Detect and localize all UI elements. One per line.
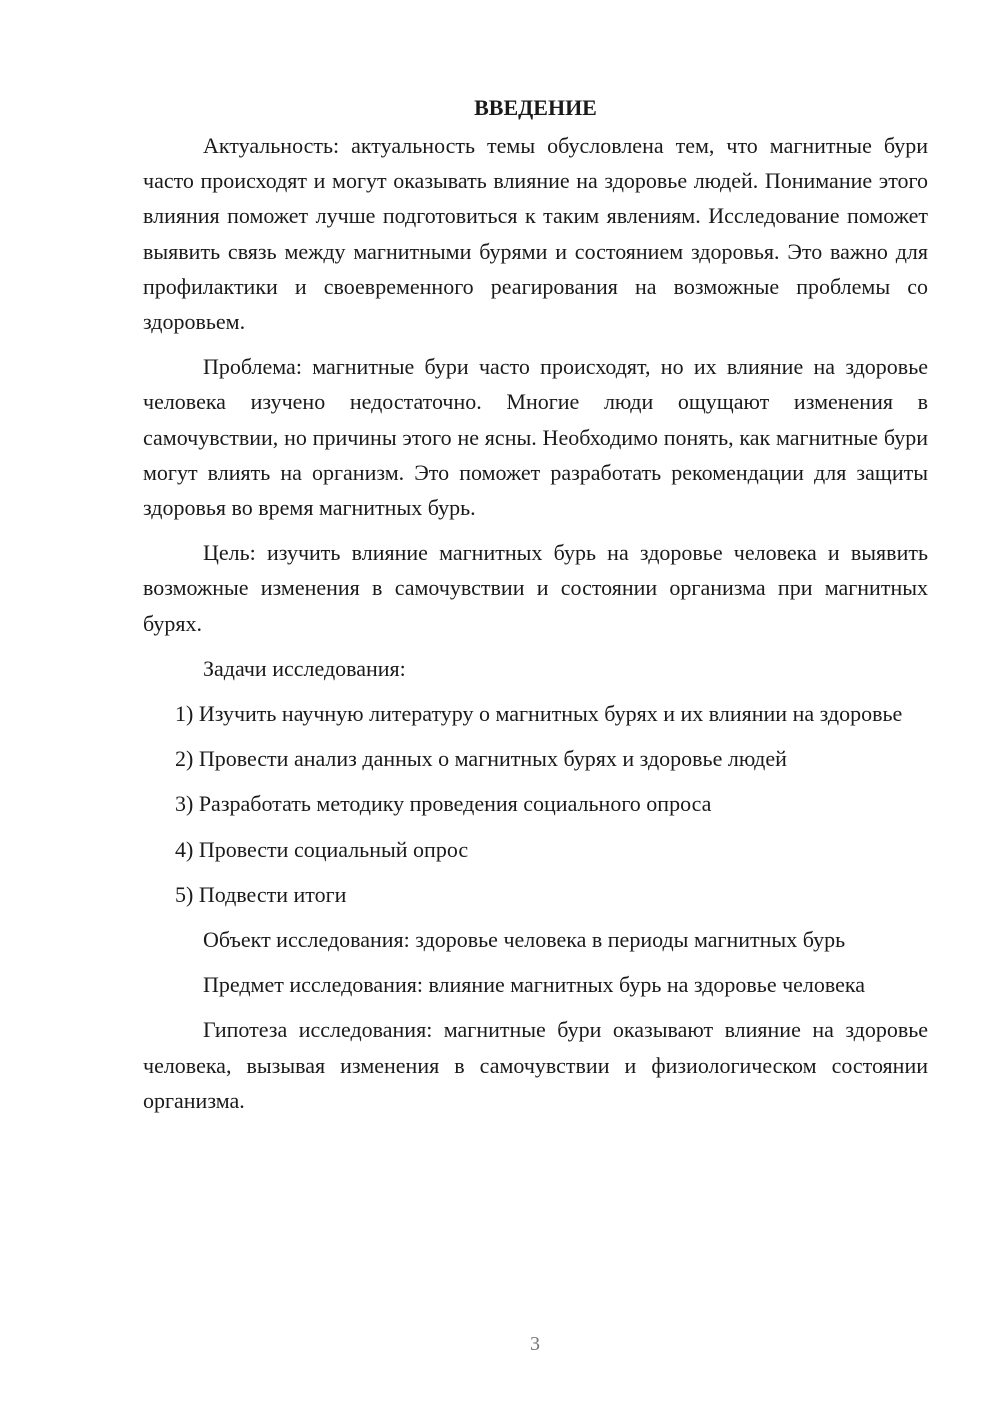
hypothesis-paragraph: Гипотеза исследования: магнитные бури оказывают влияние на здоровье человека, вызывая изменения в самочувствии и физиологическом состоянии организма.: [143, 1017, 928, 1113]
subject-paragraph: Предмет исследования: влияние магнитных бурь на здоровье человека: [203, 972, 866, 998]
page-number: 3: [530, 1333, 540, 1355]
document-page: [143, 90, 928, 1128]
problem-paragraph: Проблема: магнитные бури часто происходят, но их влияние на здоровье человека изучено недостаточно. Многие люди ощущают изменения в самочувствии, но причины этого не ясны. Необходимо понять, как магнитные бури могут влиять на организм. Это поможет разработать рекомендации для защиты здоровья во время магнитных бурь.: [143, 354, 928, 521]
object-paragraph: Объект исследования: здоровье человека в периоды магнитных бурь: [203, 927, 846, 953]
task-item-1: 1) Изучить научную литературу о магнитных бурях и их влиянии на здоровье: [175, 701, 903, 727]
tasks-heading: Задачи исследования:: [203, 655, 406, 681]
task-item-4: 4) Провести социальный опрос: [175, 836, 469, 862]
section-title: ВВЕДЕНИЕ: [474, 95, 597, 120]
goal-paragraph: Цель: изучить влияние магнитных бурь на здоровье человека и выявить возможные изменения в самочувствии и состоянии организма при магнитных бурях.: [143, 540, 928, 636]
task-item-3: 3) Разработать методику проведения социального опроса: [175, 791, 712, 817]
task-item-5: 5) Подвести итоги: [175, 881, 347, 907]
relevance-paragraph: Актуальность: актуальность темы обусловлена тем, что магнитные бури часто происходят и могут оказывать влияние на здоровье людей. Понимание этого влияния поможет лучше подготовиться к таким явлениям. Исследование поможет выявить связь между магнитными бурями и состоянием здоровья. Это важно для профилактики и своевременного реагирования на возможные проблемы со здоровьем.: [143, 133, 928, 335]
task-item-2: 2) Провести анализ данных о магнитных бурях и здоровье людей: [175, 746, 787, 772]
